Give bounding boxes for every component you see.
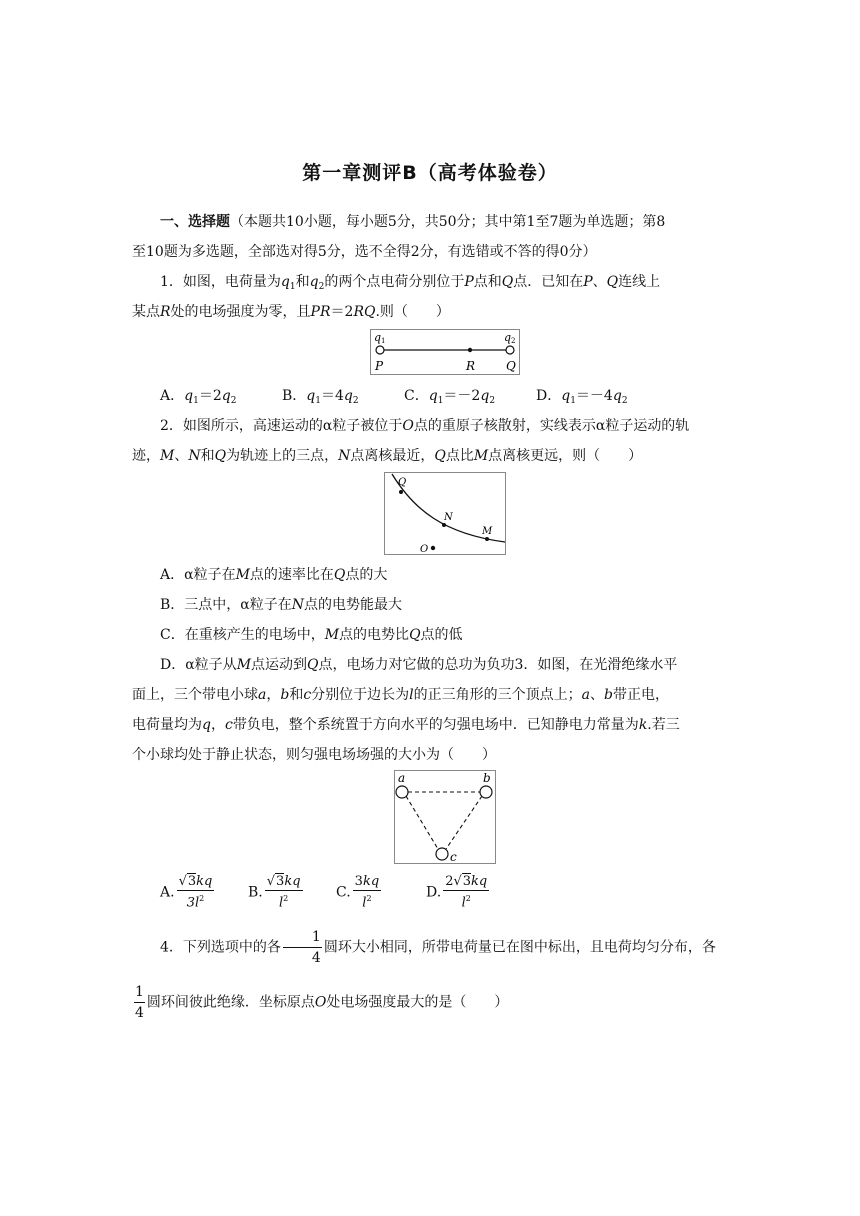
q2-label: q2 — [504, 331, 516, 345]
q1-figure — [370, 329, 520, 375]
a-label: a — [398, 771, 406, 785]
page-title: 第一章测评B（高考体验卷） — [302, 162, 558, 184]
section-instructions — [132, 207, 732, 237]
q4-stem-line1: 4．下列选项中的各 $\frac{1}{4}$ 圆环大小相同，所带电荷量已在图中标出，且电荷均匀分布，各 — [160, 929, 716, 966]
charge-q1-circle — [376, 346, 384, 354]
q3-option-b[interactable]: B. $\frac{√3kq}{l^2}$ — [248, 874, 301, 911]
q3-option-c[interactable]: C. $\frac{3kq}{l^2}$ — [336, 874, 380, 911]
q1-option-a[interactable]: A．$q_1=2q_2$ — [160, 388, 237, 406]
q1-stem-line2: 某点R处的电场强度为零，且PR＝2RQ.则（ ） — [132, 304, 450, 320]
quarter-fraction: $\frac{1}{4}$ — [283, 927, 322, 968]
b-label: b — [483, 771, 491, 785]
q-label: Q — [398, 477, 407, 488]
q3-stem-line4: 个小球均处于静止状态，则匀强电场场强的大小为（ ） — [132, 747, 496, 763]
nucleus-o-dot — [431, 546, 435, 550]
o-label: O — [420, 544, 429, 555]
c-label: c — [450, 850, 457, 864]
q3-stem-line2: 面上，三个带电小球a，b和c分别位于边长为l的正三角形的三个顶点上；a、b带正电， — [132, 687, 669, 703]
q2-option-d[interactable]: D．α粒子从M点运动到Q点，电场力对它做的总功为负功3．如图，在光滑绝缘水平 — [160, 657, 678, 673]
point-q-dot — [399, 490, 403, 494]
section-instructions-2 — [132, 237, 732, 267]
point-n-dot — [442, 523, 446, 527]
point-m-dot — [485, 537, 489, 541]
q1-option-c[interactable]: C．$q_1=-2q_2$ — [404, 388, 496, 406]
q-label: Q — [506, 359, 516, 373]
q4-stem-line2: $\frac{1}{4}$ 圆环间彼此绝缘．坐标原点O处电场强度最大的是（ ） — [135, 984, 509, 1021]
ball-b-circle — [480, 786, 492, 798]
charge-q2-circle — [506, 346, 514, 354]
r-label: R — [466, 359, 476, 373]
section-desc-2: 至10题为多选题，全部选对得5分，选不全得2分，有选错或不答的得0分） — [132, 244, 597, 260]
q2-option-a[interactable]: A．α粒子在M点的速率比在Q点的大 — [160, 567, 388, 583]
p-label: P — [375, 359, 384, 373]
q3-option-a[interactable]: A. $\frac{√3kq}{3l^2}$ — [160, 874, 213, 911]
q1-stem-line1: 1．如图，电荷量为$q_1$和$q_2$的两个点电荷分别位于P点和Q点．已知在P、Q连线上 — [160, 274, 661, 292]
q2-figure — [384, 472, 506, 555]
ball-c-circle — [436, 848, 448, 860]
q3-option-d[interactable]: D. $\frac{2√3kq}{l^2}$ — [426, 874, 488, 911]
ball-a-circle — [396, 786, 408, 798]
n-label: N — [444, 512, 453, 523]
q1-option-d[interactable]: D．$q_1=-4q_2$ — [536, 388, 628, 406]
q1-option-b[interactable]: B．$q_1=4q_2$ — [282, 388, 359, 406]
m-label: M — [482, 526, 493, 537]
q2-option-b[interactable]: B．三点中，α粒子在N点的电势能最大 — [160, 597, 402, 613]
section-heading: 一、选择题 — [160, 214, 230, 230]
q1-label: q1 — [374, 331, 386, 345]
section-desc-1: （本题共10小题，每小题5分，共50分；其中第1至7题为单选题；第8 — [230, 214, 666, 230]
q3-stem-line3: 电荷量均为q，c带负电，整个系统置于方向水平的匀强电场中．已知静电力常量为k.若三 — [132, 717, 680, 733]
q2-stem-line2: 迹，M、N和Q为轨迹上的三点，N点离核最近，Q点比M点离核更远，则（ ） — [132, 448, 643, 464]
point-r-dot — [468, 348, 472, 352]
q2-option-c[interactable]: C．在重核产生的电场中，M点的电势比Q点的低 — [160, 627, 463, 643]
q2-stem-line1: 2．如图所示，高速运动的α粒子被位于O点的重原子核散射，实线表示α粒子运动的轨 — [160, 418, 690, 434]
q3-options — [160, 874, 491, 911]
quarter-fraction-2: $\frac{1}{4}$ — [135, 984, 144, 1021]
q3-figure — [394, 770, 496, 864]
